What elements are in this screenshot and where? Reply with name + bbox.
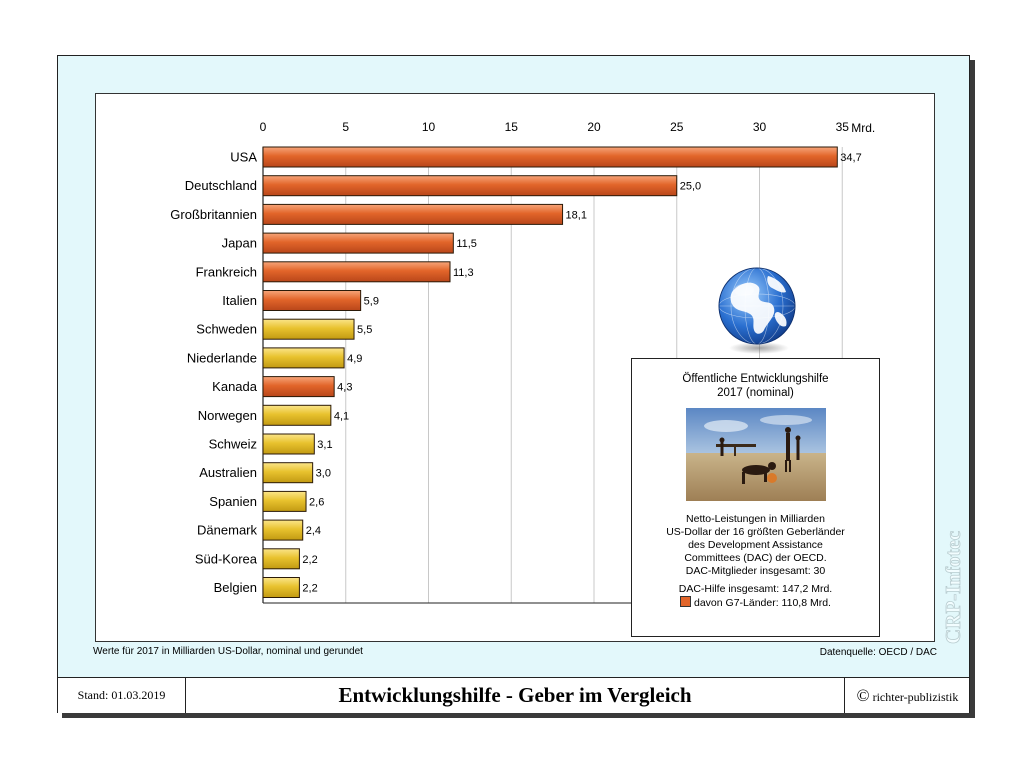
x-tick-label: 15	[504, 120, 518, 134]
category-label: Kanada	[212, 379, 257, 395]
category-label: Australien	[199, 465, 257, 481]
publisher-name: richter-publizistik	[872, 690, 959, 704]
info-g7-label: davon G7-Länder: 110,8 Mrd.	[694, 597, 831, 609]
x-tick-label: 5	[342, 120, 350, 134]
watermark-logo	[940, 496, 968, 646]
value-label: 2,4	[305, 525, 322, 538]
info-total: DAC-Hilfe insgesamt: 147,2 Mrd.	[678, 583, 833, 595]
category-label: Großbritannien	[170, 206, 257, 222]
info-description: Netto-Leistungen in Milliarden US-Dollar der 16 größten Geberländer des Development Assistance Committees (DAC) der OECD. DAC-Mitglieder insgesamt: 30	[666, 513, 845, 577]
page-title: Entwicklungshilfe - Geber im Vergleich	[338, 683, 692, 707]
category-label: Belgien	[213, 580, 257, 595]
x-tick-label: 35	[835, 120, 849, 134]
value-label: 5,5	[357, 324, 373, 337]
publisher-credit	[844, 678, 970, 713]
bar	[263, 319, 354, 339]
g7-legend-swatch	[680, 596, 691, 607]
value-label: 2,6	[309, 496, 325, 509]
x-tick-label: 0	[259, 120, 267, 134]
bar	[263, 262, 450, 282]
footnote-units: Werte für 2017 in Milliarden US-Dollar, nominal und gerundet	[93, 646, 363, 657]
value-label: 34,7	[840, 152, 862, 164]
bar	[263, 204, 563, 224]
bar	[263, 491, 306, 511]
bar	[263, 176, 677, 196]
bar	[263, 291, 361, 311]
category-label: Deutschland	[184, 178, 257, 194]
photo-children-desert	[686, 408, 826, 501]
x-tick-label: 30	[752, 120, 767, 134]
x-unit-label: Mrd.	[851, 121, 876, 135]
footnote-source: Datenquelle: OECD / DAC	[819, 647, 937, 658]
value-label: 25,0	[679, 180, 702, 193]
value-label: 3,0	[315, 467, 331, 480]
value-label: 4,3	[337, 381, 353, 394]
value-label: 3,1	[317, 439, 333, 451]
info-box	[631, 358, 880, 637]
chart-panel	[95, 93, 935, 642]
value-label: 2,2	[302, 582, 318, 595]
category-label: USA	[230, 149, 257, 165]
category-label: Frankreich	[195, 264, 257, 280]
info-title: Öffentliche Entwicklungshilfe 2017 (nominal)	[682, 373, 829, 399]
value-label: 4,9	[347, 352, 363, 365]
bar	[263, 549, 299, 569]
x-tick-label: 10	[421, 120, 436, 134]
bar	[263, 434, 314, 454]
value-label: 2,2	[302, 553, 318, 566]
info-g7-legend	[632, 596, 879, 610]
bar	[263, 578, 299, 598]
bar	[263, 463, 313, 483]
category-label: Schweden	[196, 321, 257, 337]
bar	[263, 147, 837, 167]
value-label: 18,1	[565, 209, 587, 222]
category-label: Schweiz	[208, 436, 257, 452]
bar	[263, 377, 334, 397]
x-tick-label: 25	[670, 120, 684, 134]
infographic-frame	[57, 55, 970, 713]
bar	[263, 520, 303, 540]
bar	[263, 405, 331, 425]
value-label: 5,9	[363, 295, 379, 308]
category-label: Spanien	[209, 493, 257, 509]
copyright-icon: ©	[856, 686, 870, 705]
category-label: Japan	[221, 235, 257, 251]
value-label: 11,5	[456, 238, 477, 251]
category-label: Dänemark	[197, 522, 257, 538]
category-label: Norwegen	[197, 407, 257, 423]
x-tick-label: 20	[587, 120, 601, 134]
value-label: 11,3	[453, 266, 474, 279]
bar	[263, 348, 344, 368]
value-label: 4,1	[333, 410, 350, 423]
category-label: Italien	[222, 293, 257, 308]
bar	[263, 233, 453, 253]
date-stamp: Stand: 01.03.2019	[58, 678, 186, 713]
category-label: Niederlande	[186, 350, 257, 366]
category-label: Süd-Korea	[194, 551, 257, 567]
footer-bar	[58, 677, 969, 713]
svg-text:CRP-Infotec: CRP-Infotec	[941, 530, 965, 644]
globe-icon	[712, 264, 802, 356]
